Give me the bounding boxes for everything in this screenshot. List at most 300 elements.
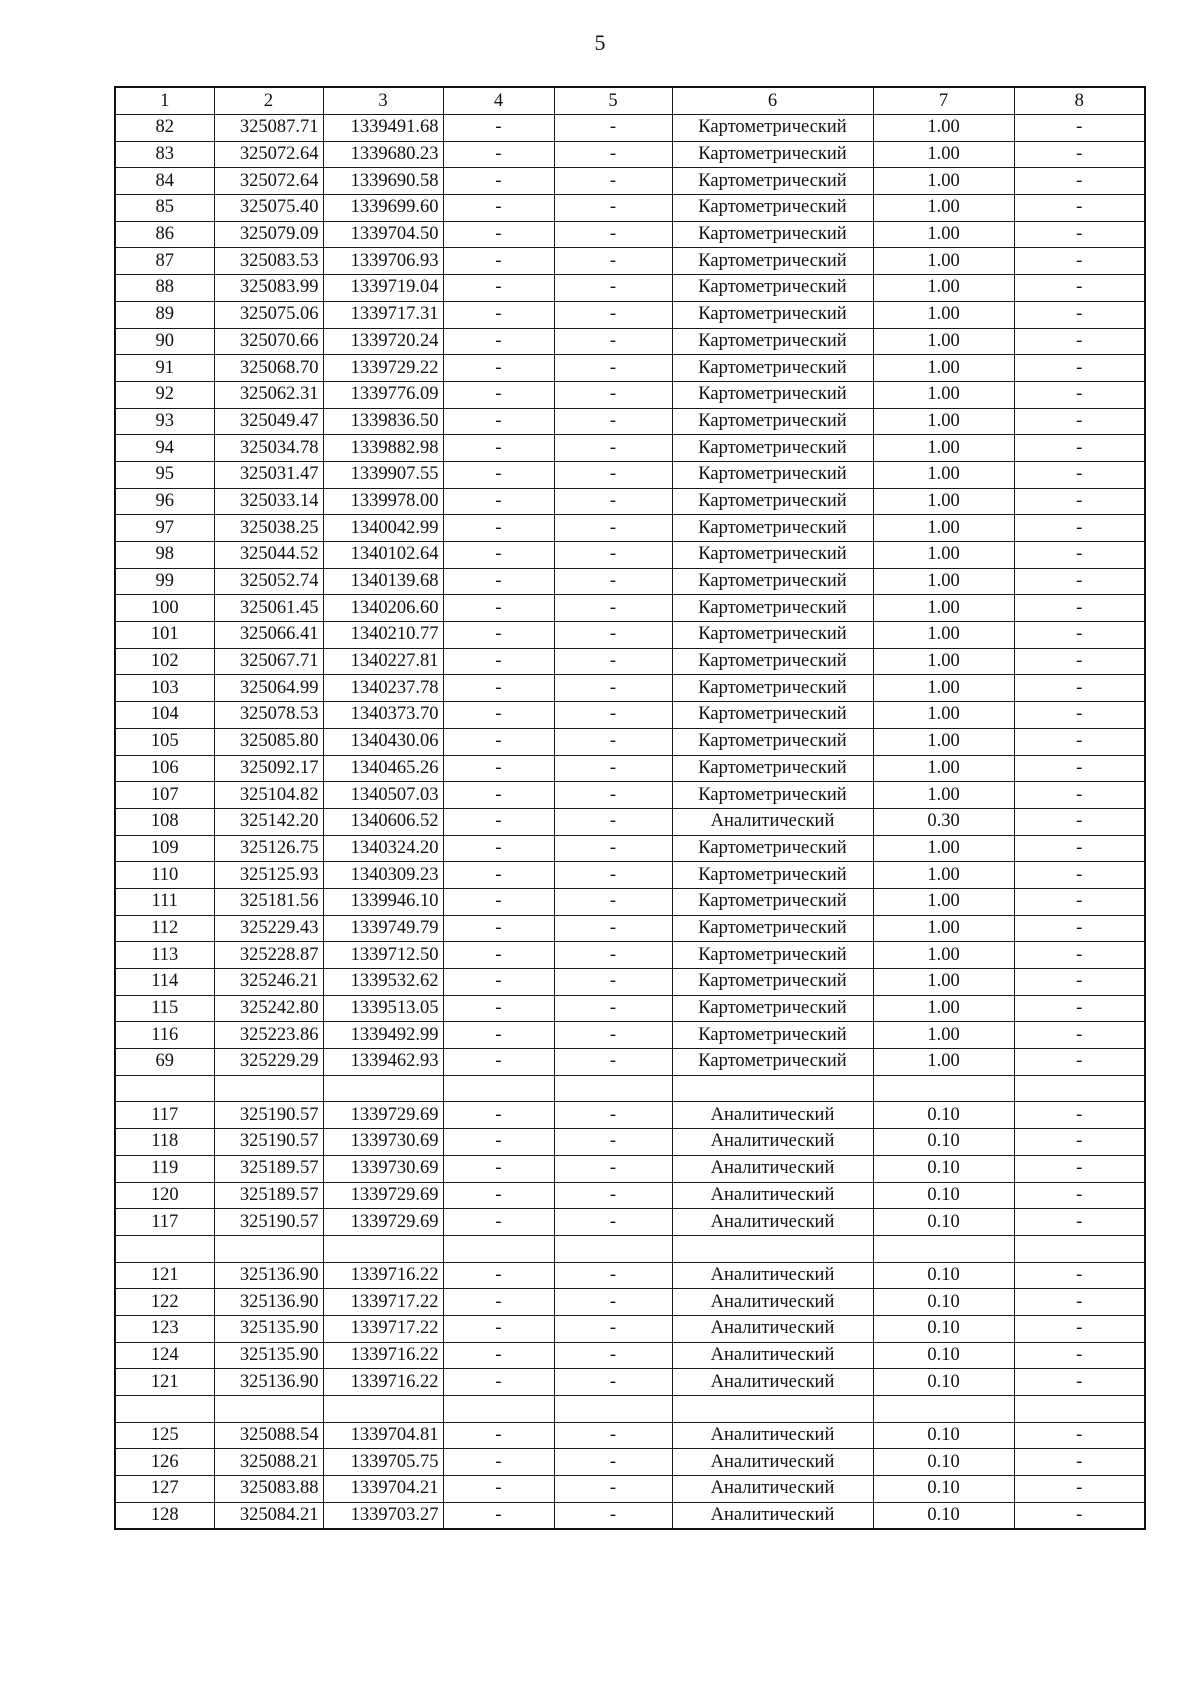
table-row bbox=[115, 301, 1145, 328]
point-number-cell: 97 bbox=[115, 515, 214, 542]
point-number-cell: 117 bbox=[115, 1209, 214, 1236]
col5-cell: - bbox=[554, 461, 672, 488]
accuracy-cell: 1.00 bbox=[873, 728, 1014, 755]
accuracy-cell: 0.10 bbox=[873, 1129, 1014, 1156]
col5-cell: - bbox=[554, 328, 672, 355]
accuracy-cell: 1.00 bbox=[873, 115, 1014, 142]
x-coordinate-cell: 325068.70 bbox=[214, 355, 323, 382]
col5-cell: - bbox=[554, 168, 672, 195]
y-coordinate-cell: 1339719.04 bbox=[323, 275, 443, 302]
x-coordinate-cell: 325189.57 bbox=[214, 1155, 323, 1182]
table-row bbox=[115, 488, 1145, 515]
col4-cell: - bbox=[443, 1022, 554, 1049]
col4-cell: - bbox=[443, 195, 554, 222]
accuracy-cell: 1.00 bbox=[873, 168, 1014, 195]
col5-cell: - bbox=[554, 301, 672, 328]
method-cell bbox=[672, 1075, 873, 1102]
table-row bbox=[115, 728, 1145, 755]
col8-cell: - bbox=[1014, 1182, 1145, 1209]
method-cell: Аналитический bbox=[672, 1449, 873, 1476]
table-row bbox=[115, 568, 1145, 595]
accuracy-cell: 0.10 bbox=[873, 1289, 1014, 1316]
col4-cell: - bbox=[443, 461, 554, 488]
y-coordinate-cell: 1340373.70 bbox=[323, 702, 443, 729]
coordinates-table bbox=[114, 86, 1146, 1530]
y-coordinate-cell bbox=[323, 1235, 443, 1262]
col5-cell: - bbox=[554, 275, 672, 302]
accuracy-cell: 1.00 bbox=[873, 461, 1014, 488]
table-row bbox=[115, 515, 1145, 542]
table-row bbox=[115, 995, 1145, 1022]
page-number: 5 bbox=[594, 30, 606, 55]
col4-cell: - bbox=[443, 1369, 554, 1396]
col5-cell: - bbox=[554, 808, 672, 835]
col8-cell: - bbox=[1014, 1022, 1145, 1049]
method-cell: Картометрический bbox=[672, 248, 873, 275]
y-coordinate-cell: 1340430.06 bbox=[323, 728, 443, 755]
col5-cell: - bbox=[554, 381, 672, 408]
point-number-cell: 90 bbox=[115, 328, 214, 355]
col5-cell: - bbox=[554, 1022, 672, 1049]
x-coordinate-cell: 325190.57 bbox=[214, 1209, 323, 1236]
col8-cell: - bbox=[1014, 862, 1145, 889]
method-cell bbox=[672, 1235, 873, 1262]
accuracy-cell: 1.00 bbox=[873, 141, 1014, 168]
y-coordinate-cell: 1339729.69 bbox=[323, 1209, 443, 1236]
point-number-cell: 92 bbox=[115, 381, 214, 408]
y-coordinate-cell: 1339680.23 bbox=[323, 141, 443, 168]
col8-cell: - bbox=[1014, 728, 1145, 755]
method-cell: Аналитический bbox=[672, 1129, 873, 1156]
x-coordinate-cell: 325088.21 bbox=[214, 1449, 323, 1476]
table-row bbox=[115, 622, 1145, 649]
col8-cell: - bbox=[1014, 408, 1145, 435]
accuracy-cell: 1.00 bbox=[873, 675, 1014, 702]
accuracy-cell: 0.10 bbox=[873, 1102, 1014, 1129]
method-cell: Картометрический bbox=[672, 355, 873, 382]
col4-cell: - bbox=[443, 1129, 554, 1156]
col4-cell: - bbox=[443, 1209, 554, 1236]
point-number-cell: 124 bbox=[115, 1342, 214, 1369]
method-cell: Картометрический bbox=[672, 115, 873, 142]
header-cell: 6 bbox=[672, 87, 873, 115]
accuracy-cell: 0.30 bbox=[873, 808, 1014, 835]
point-number-cell: 94 bbox=[115, 435, 214, 462]
col5-cell: - bbox=[554, 488, 672, 515]
col8-cell: - bbox=[1014, 1369, 1145, 1396]
method-cell: Картометрический bbox=[672, 301, 873, 328]
x-coordinate-cell: 325034.78 bbox=[214, 435, 323, 462]
table-row bbox=[115, 1155, 1145, 1182]
col5-cell: - bbox=[554, 1049, 672, 1076]
col4-cell: - bbox=[443, 595, 554, 622]
x-coordinate-cell: 325104.82 bbox=[214, 782, 323, 809]
method-cell: Аналитический bbox=[672, 1182, 873, 1209]
y-coordinate-cell: 1339749.79 bbox=[323, 915, 443, 942]
col4-cell: - bbox=[443, 141, 554, 168]
col5-cell: - bbox=[554, 835, 672, 862]
col4-cell bbox=[443, 1396, 554, 1423]
y-coordinate-cell: 1339716.22 bbox=[323, 1342, 443, 1369]
accuracy-cell: 1.00 bbox=[873, 435, 1014, 462]
col5-cell: - bbox=[554, 1476, 672, 1503]
col5-cell: - bbox=[554, 1262, 672, 1289]
method-cell: Аналитический bbox=[672, 1262, 873, 1289]
col4-cell: - bbox=[443, 435, 554, 462]
accuracy-cell: 1.00 bbox=[873, 195, 1014, 222]
method-cell: Картометрический bbox=[672, 862, 873, 889]
method-cell: Аналитический bbox=[672, 808, 873, 835]
col5-cell: - bbox=[554, 728, 672, 755]
accuracy-cell: 1.00 bbox=[873, 915, 1014, 942]
col5-cell: - bbox=[554, 782, 672, 809]
col4-cell: - bbox=[443, 675, 554, 702]
point-number-cell: 103 bbox=[115, 675, 214, 702]
x-coordinate-cell: 325088.54 bbox=[214, 1422, 323, 1449]
y-coordinate-cell: 1339729.69 bbox=[323, 1102, 443, 1129]
method-cell: Картометрический bbox=[672, 515, 873, 542]
x-coordinate-cell: 325092.17 bbox=[214, 755, 323, 782]
x-coordinate-cell bbox=[214, 1075, 323, 1102]
header-cell: 8 bbox=[1014, 87, 1145, 115]
method-cell: Картометрический bbox=[672, 942, 873, 969]
col5-cell: - bbox=[554, 1342, 672, 1369]
method-cell: Картометрический bbox=[672, 835, 873, 862]
method-cell: Аналитический bbox=[672, 1502, 873, 1529]
point-number-cell: 108 bbox=[115, 808, 214, 835]
col4-cell: - bbox=[443, 1315, 554, 1342]
y-coordinate-cell: 1340139.68 bbox=[323, 568, 443, 595]
col5-cell: - bbox=[554, 1209, 672, 1236]
y-coordinate-cell: 1339946.10 bbox=[323, 888, 443, 915]
x-coordinate-cell: 325075.06 bbox=[214, 301, 323, 328]
col4-cell: - bbox=[443, 328, 554, 355]
point-number-cell: 83 bbox=[115, 141, 214, 168]
col8-cell: - bbox=[1014, 1476, 1145, 1503]
point-number-cell: 99 bbox=[115, 568, 214, 595]
accuracy-cell: 1.00 bbox=[873, 1022, 1014, 1049]
col8-cell: - bbox=[1014, 595, 1145, 622]
col5-cell: - bbox=[554, 1422, 672, 1449]
col4-cell: - bbox=[443, 1182, 554, 1209]
y-coordinate-cell: 1339706.93 bbox=[323, 248, 443, 275]
col4-cell: - bbox=[443, 969, 554, 996]
method-cell: Картометрический bbox=[672, 648, 873, 675]
col8-cell bbox=[1014, 1235, 1145, 1262]
col4-cell: - bbox=[443, 301, 554, 328]
table-header bbox=[115, 87, 1145, 115]
accuracy-cell bbox=[873, 1235, 1014, 1262]
method-cell: Картометрический bbox=[672, 275, 873, 302]
table-row bbox=[115, 1182, 1145, 1209]
y-coordinate-cell bbox=[323, 1075, 443, 1102]
accuracy-cell: 0.10 bbox=[873, 1369, 1014, 1396]
accuracy-cell: 1.00 bbox=[873, 782, 1014, 809]
accuracy-cell: 1.00 bbox=[873, 408, 1014, 435]
y-coordinate-cell: 1339703.27 bbox=[323, 1502, 443, 1529]
col5-cell: - bbox=[554, 1182, 672, 1209]
col4-cell: - bbox=[443, 381, 554, 408]
x-coordinate-cell: 325066.41 bbox=[214, 622, 323, 649]
method-cell: Аналитический bbox=[672, 1289, 873, 1316]
col5-cell: - bbox=[554, 862, 672, 889]
y-coordinate-cell: 1340465.26 bbox=[323, 755, 443, 782]
col5-cell: - bbox=[554, 995, 672, 1022]
x-coordinate-cell: 325181.56 bbox=[214, 888, 323, 915]
col4-cell: - bbox=[443, 942, 554, 969]
table-row bbox=[115, 755, 1145, 782]
table-row bbox=[115, 381, 1145, 408]
table-row bbox=[115, 702, 1145, 729]
x-coordinate-cell: 325031.47 bbox=[214, 461, 323, 488]
point-number-cell: 127 bbox=[115, 1476, 214, 1503]
point-number-cell: 106 bbox=[115, 755, 214, 782]
table-row bbox=[115, 808, 1145, 835]
col4-cell: - bbox=[443, 168, 554, 195]
y-coordinate-cell: 1339720.24 bbox=[323, 328, 443, 355]
method-cell: Картометрический bbox=[672, 328, 873, 355]
accuracy-cell bbox=[873, 1396, 1014, 1423]
col4-cell: - bbox=[443, 1102, 554, 1129]
col8-cell: - bbox=[1014, 168, 1145, 195]
col5-cell: - bbox=[554, 141, 672, 168]
accuracy-cell: 1.00 bbox=[873, 301, 1014, 328]
table-row bbox=[115, 355, 1145, 382]
col8-cell: - bbox=[1014, 355, 1145, 382]
point-number-cell: 121 bbox=[115, 1369, 214, 1396]
col4-cell: - bbox=[443, 622, 554, 649]
col8-cell: - bbox=[1014, 1155, 1145, 1182]
point-number-cell: 115 bbox=[115, 995, 214, 1022]
table-row bbox=[115, 942, 1145, 969]
col5-cell: - bbox=[554, 248, 672, 275]
y-coordinate-cell: 1339716.22 bbox=[323, 1369, 443, 1396]
method-cell: Картометрический bbox=[672, 408, 873, 435]
x-coordinate-cell: 325242.80 bbox=[214, 995, 323, 1022]
table-row bbox=[115, 1342, 1145, 1369]
table-row bbox=[115, 1476, 1145, 1503]
table-row bbox=[115, 328, 1145, 355]
x-coordinate-cell: 325079.09 bbox=[214, 221, 323, 248]
accuracy-cell: 1.00 bbox=[873, 355, 1014, 382]
x-coordinate-cell: 325135.90 bbox=[214, 1342, 323, 1369]
col5-cell: - bbox=[554, 1102, 672, 1129]
y-coordinate-cell: 1339690.58 bbox=[323, 168, 443, 195]
y-coordinate-cell: 1340102.64 bbox=[323, 542, 443, 569]
col5-cell: - bbox=[554, 515, 672, 542]
col4-cell: - bbox=[443, 1289, 554, 1316]
method-cell: Картометрический bbox=[672, 888, 873, 915]
y-coordinate-cell: 1339730.69 bbox=[323, 1155, 443, 1182]
col4-cell: - bbox=[443, 221, 554, 248]
method-cell: Аналитический bbox=[672, 1102, 873, 1129]
accuracy-cell: 0.10 bbox=[873, 1182, 1014, 1209]
table-row bbox=[115, 1396, 1145, 1423]
table-row bbox=[115, 835, 1145, 862]
table-row bbox=[115, 862, 1145, 889]
col4-cell: - bbox=[443, 115, 554, 142]
col8-cell: - bbox=[1014, 221, 1145, 248]
method-cell: Картометрический bbox=[672, 168, 873, 195]
table-row bbox=[115, 435, 1145, 462]
y-coordinate-cell: 1339491.68 bbox=[323, 115, 443, 142]
col4-cell: - bbox=[443, 702, 554, 729]
y-coordinate-cell: 1339712.50 bbox=[323, 942, 443, 969]
method-cell: Картометрический bbox=[672, 568, 873, 595]
method-cell: Картометрический bbox=[672, 728, 873, 755]
method-cell: Картометрический bbox=[672, 702, 873, 729]
y-coordinate-cell: 1340237.78 bbox=[323, 675, 443, 702]
x-coordinate-cell: 325125.93 bbox=[214, 862, 323, 889]
col8-cell: - bbox=[1014, 835, 1145, 862]
x-coordinate-cell: 325223.86 bbox=[214, 1022, 323, 1049]
accuracy-cell: 1.00 bbox=[873, 942, 1014, 969]
col8-cell: - bbox=[1014, 1342, 1145, 1369]
accuracy-cell bbox=[873, 1075, 1014, 1102]
accuracy-cell: 1.00 bbox=[873, 488, 1014, 515]
method-cell: Картометрический bbox=[672, 461, 873, 488]
col8-cell: - bbox=[1014, 1049, 1145, 1076]
col4-cell: - bbox=[443, 1342, 554, 1369]
col4-cell: - bbox=[443, 915, 554, 942]
col5-cell bbox=[554, 1235, 672, 1262]
method-cell: Картометрический bbox=[672, 755, 873, 782]
col8-cell: - bbox=[1014, 542, 1145, 569]
x-coordinate-cell: 325190.57 bbox=[214, 1102, 323, 1129]
method-cell: Картометрический bbox=[672, 915, 873, 942]
col8-cell: - bbox=[1014, 1262, 1145, 1289]
point-number-cell: 91 bbox=[115, 355, 214, 382]
col4-cell: - bbox=[443, 355, 554, 382]
table-row bbox=[115, 408, 1145, 435]
header-row bbox=[115, 87, 1145, 115]
accuracy-cell: 1.00 bbox=[873, 888, 1014, 915]
y-coordinate-cell: 1340227.81 bbox=[323, 648, 443, 675]
point-number-cell: 119 bbox=[115, 1155, 214, 1182]
method-cell: Аналитический bbox=[672, 1342, 873, 1369]
point-number-cell: 101 bbox=[115, 622, 214, 649]
x-coordinate-cell: 325049.47 bbox=[214, 408, 323, 435]
col5-cell: - bbox=[554, 675, 672, 702]
y-coordinate-cell: 1339705.75 bbox=[323, 1449, 443, 1476]
point-number-cell: 85 bbox=[115, 195, 214, 222]
col5-cell: - bbox=[554, 1155, 672, 1182]
method-cell: Аналитический bbox=[672, 1369, 873, 1396]
method-cell: Картометрический bbox=[672, 675, 873, 702]
col4-cell: - bbox=[443, 1476, 554, 1503]
col8-cell: - bbox=[1014, 648, 1145, 675]
point-number-cell: 109 bbox=[115, 835, 214, 862]
y-coordinate-cell: 1339492.99 bbox=[323, 1022, 443, 1049]
method-cell: Картометрический bbox=[672, 381, 873, 408]
table-row bbox=[115, 595, 1145, 622]
method-cell: Аналитический bbox=[672, 1422, 873, 1449]
table-row bbox=[115, 1075, 1145, 1102]
col5-cell: - bbox=[554, 542, 672, 569]
col5-cell: - bbox=[554, 221, 672, 248]
x-coordinate-cell: 325083.99 bbox=[214, 275, 323, 302]
x-coordinate-cell: 325136.90 bbox=[214, 1289, 323, 1316]
method-cell: Картометрический bbox=[672, 141, 873, 168]
point-number-cell bbox=[115, 1235, 214, 1262]
col8-cell bbox=[1014, 1396, 1145, 1423]
col8-cell: - bbox=[1014, 969, 1145, 996]
table-row bbox=[115, 1129, 1145, 1156]
method-cell: Картометрический bbox=[672, 542, 873, 569]
col4-cell: - bbox=[443, 862, 554, 889]
x-coordinate-cell: 325189.57 bbox=[214, 1182, 323, 1209]
x-coordinate-cell: 325033.14 bbox=[214, 488, 323, 515]
point-number-cell: 113 bbox=[115, 942, 214, 969]
x-coordinate-cell: 325136.90 bbox=[214, 1369, 323, 1396]
col5-cell: - bbox=[554, 568, 672, 595]
table-row bbox=[115, 969, 1145, 996]
point-number-cell: 110 bbox=[115, 862, 214, 889]
x-coordinate-cell: 325087.71 bbox=[214, 115, 323, 142]
col8-cell: - bbox=[1014, 328, 1145, 355]
header-cell: 1 bbox=[115, 87, 214, 115]
col5-cell: - bbox=[554, 942, 672, 969]
col4-cell bbox=[443, 1075, 554, 1102]
table-body bbox=[115, 115, 1145, 1530]
table-row bbox=[115, 168, 1145, 195]
point-number-cell: 111 bbox=[115, 888, 214, 915]
point-number-cell: 69 bbox=[115, 1049, 214, 1076]
point-number-cell: 89 bbox=[115, 301, 214, 328]
method-cell: Картометрический bbox=[672, 995, 873, 1022]
table-row bbox=[115, 675, 1145, 702]
accuracy-cell: 0.10 bbox=[873, 1502, 1014, 1529]
table-row bbox=[115, 1102, 1145, 1129]
col8-cell: - bbox=[1014, 622, 1145, 649]
method-cell: Аналитический bbox=[672, 1476, 873, 1503]
col5-cell: - bbox=[554, 435, 672, 462]
accuracy-cell: 1.00 bbox=[873, 595, 1014, 622]
col5-cell bbox=[554, 1075, 672, 1102]
x-coordinate-cell: 325229.43 bbox=[214, 915, 323, 942]
table-row bbox=[115, 915, 1145, 942]
y-coordinate-cell: 1339532.62 bbox=[323, 969, 443, 996]
table-row bbox=[115, 1049, 1145, 1076]
col8-cell: - bbox=[1014, 141, 1145, 168]
col4-cell: - bbox=[443, 888, 554, 915]
header-cell: 5 bbox=[554, 87, 672, 115]
y-coordinate-cell: 1339699.60 bbox=[323, 195, 443, 222]
col8-cell: - bbox=[1014, 248, 1145, 275]
table-row bbox=[115, 461, 1145, 488]
y-coordinate-cell bbox=[323, 1396, 443, 1423]
x-coordinate-cell: 325052.74 bbox=[214, 568, 323, 595]
accuracy-cell: 1.00 bbox=[873, 995, 1014, 1022]
col4-cell: - bbox=[443, 568, 554, 595]
y-coordinate-cell: 1339776.09 bbox=[323, 381, 443, 408]
y-coordinate-cell: 1339704.81 bbox=[323, 1422, 443, 1449]
col4-cell: - bbox=[443, 995, 554, 1022]
point-number-cell: 122 bbox=[115, 1289, 214, 1316]
point-number-cell: 88 bbox=[115, 275, 214, 302]
col8-cell: - bbox=[1014, 275, 1145, 302]
col4-cell: - bbox=[443, 835, 554, 862]
col8-cell: - bbox=[1014, 195, 1145, 222]
y-coordinate-cell: 1339978.00 bbox=[323, 488, 443, 515]
x-coordinate-cell bbox=[214, 1235, 323, 1262]
col8-cell: - bbox=[1014, 1102, 1145, 1129]
col8-cell: - bbox=[1014, 435, 1145, 462]
col8-cell: - bbox=[1014, 1209, 1145, 1236]
y-coordinate-cell: 1339717.22 bbox=[323, 1289, 443, 1316]
col8-cell: - bbox=[1014, 702, 1145, 729]
col4-cell: - bbox=[443, 1422, 554, 1449]
